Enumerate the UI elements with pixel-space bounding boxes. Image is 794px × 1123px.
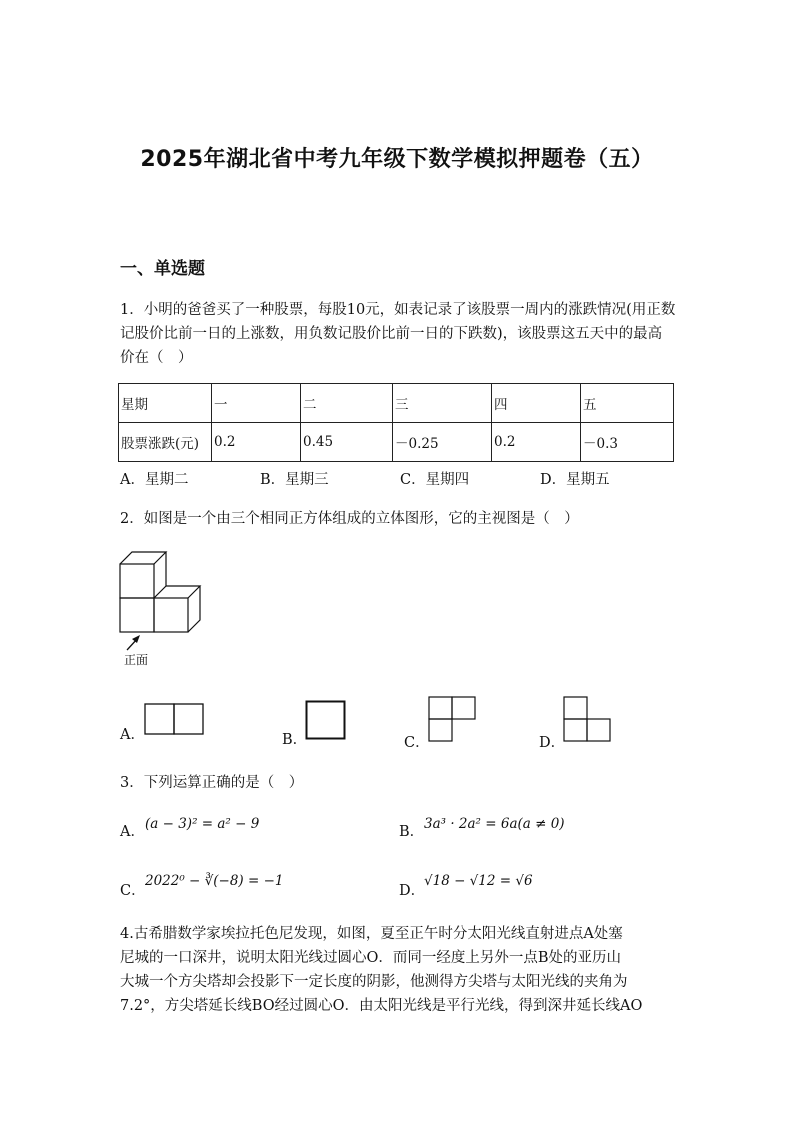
stock-change-table [118, 383, 674, 462]
q2-cube-figure [110, 546, 210, 670]
q2-option-d-figure [563, 696, 613, 744]
q4-line-4: 7.2°，方尖塔延长线BO经过圆心O．由太阳光线是平行光线，得到深井延长线AO [120, 998, 643, 1014]
q3-option-c-math: 2022⁰ − ∛(−8) = −1 [145, 873, 284, 889]
q1-option-a: A．星期二 [120, 472, 189, 488]
q2-option-b-figure [305, 700, 347, 742]
q3-option-d-math: √18 − √12 = √6 [424, 873, 533, 889]
q1-stem: 1．小明的爸爸买了一种股票，每股10元，如表记录了该股票一周内的涨跌情况(用正数记股价比前一日的上涨数，用负数记股价比前一日的下跌数)，该股票这五天中的最高价在（ ） [120, 302, 676, 366]
cube-front-face [120, 598, 154, 632]
q2-option-a-label: A． [120, 727, 145, 743]
q2-option-c-label: C． [404, 735, 430, 751]
q4-line-2: 尼城的一口深井，说明太阳光线过圆心O．而同一经度上另外一点B处的亚历山 [120, 950, 622, 966]
table-cell: 一 [212, 384, 301, 423]
q3-option-a-math: (a − 3)² = a² − 9 [145, 816, 260, 832]
q2-option-a-figure [144, 703, 206, 737]
table-cell: 五 [581, 384, 674, 423]
q3-option-a-label: A． [120, 824, 145, 840]
q2-stem: 2．如图是一个由三个相同正方体组成的立体图形，它的主视图是（ ） [120, 511, 579, 527]
table-cell: 四 [492, 384, 581, 423]
table-cell: 股票涨跌(元) [119, 423, 212, 462]
q3-option-d-label: D． [399, 883, 426, 899]
q1-option-b: B．星期三 [260, 472, 329, 488]
table-cell: 0.2 [492, 423, 581, 462]
table-cell: －0.25 [393, 423, 492, 462]
table-cell: 三 [393, 384, 492, 423]
document-title: 2025年湖北省中考九年级下数学模拟押题卷（五） [140, 147, 654, 172]
section-heading: 一、单选题 [120, 259, 205, 279]
q2-option-d-label: D． [539, 735, 566, 751]
q4-line-1: 4.古希腊数学家埃拉托色尼发现，如图，夏至正午时分太阳光线直射进点A处塞 [120, 926, 623, 942]
q2-option-b-label: B． [282, 732, 308, 748]
front-view-label: 正面 [124, 653, 149, 667]
table-cell: －0.3 [581, 423, 674, 462]
q2-option-c-figure [428, 696, 478, 744]
table-row-values [119, 423, 674, 462]
q1-option-d: D．星期五 [540, 472, 610, 488]
cube-front-face [154, 598, 188, 632]
cube-front-face [120, 564, 154, 598]
q4-line-3: 大城一个方尖塔却会投影下一定长度的阴影，他测得方尖塔与太阳光线的夹角为 [120, 974, 628, 990]
q3-option-b-math: 3a³ · 2a² = 6a(a ≠ 0) [424, 816, 565, 832]
q3-stem: 3．下列运算正确的是（ ） [120, 775, 304, 791]
table-cell: 二 [301, 384, 393, 423]
table-cell: 0.2 [212, 423, 301, 462]
q3-option-c-label: C． [120, 883, 146, 899]
q1-option-c: C．星期四 [400, 472, 470, 488]
table-cell: 星期 [119, 384, 212, 423]
q3-option-b-label: B． [399, 824, 425, 840]
table-row-header [119, 384, 674, 423]
table-cell: 0.45 [301, 423, 393, 462]
